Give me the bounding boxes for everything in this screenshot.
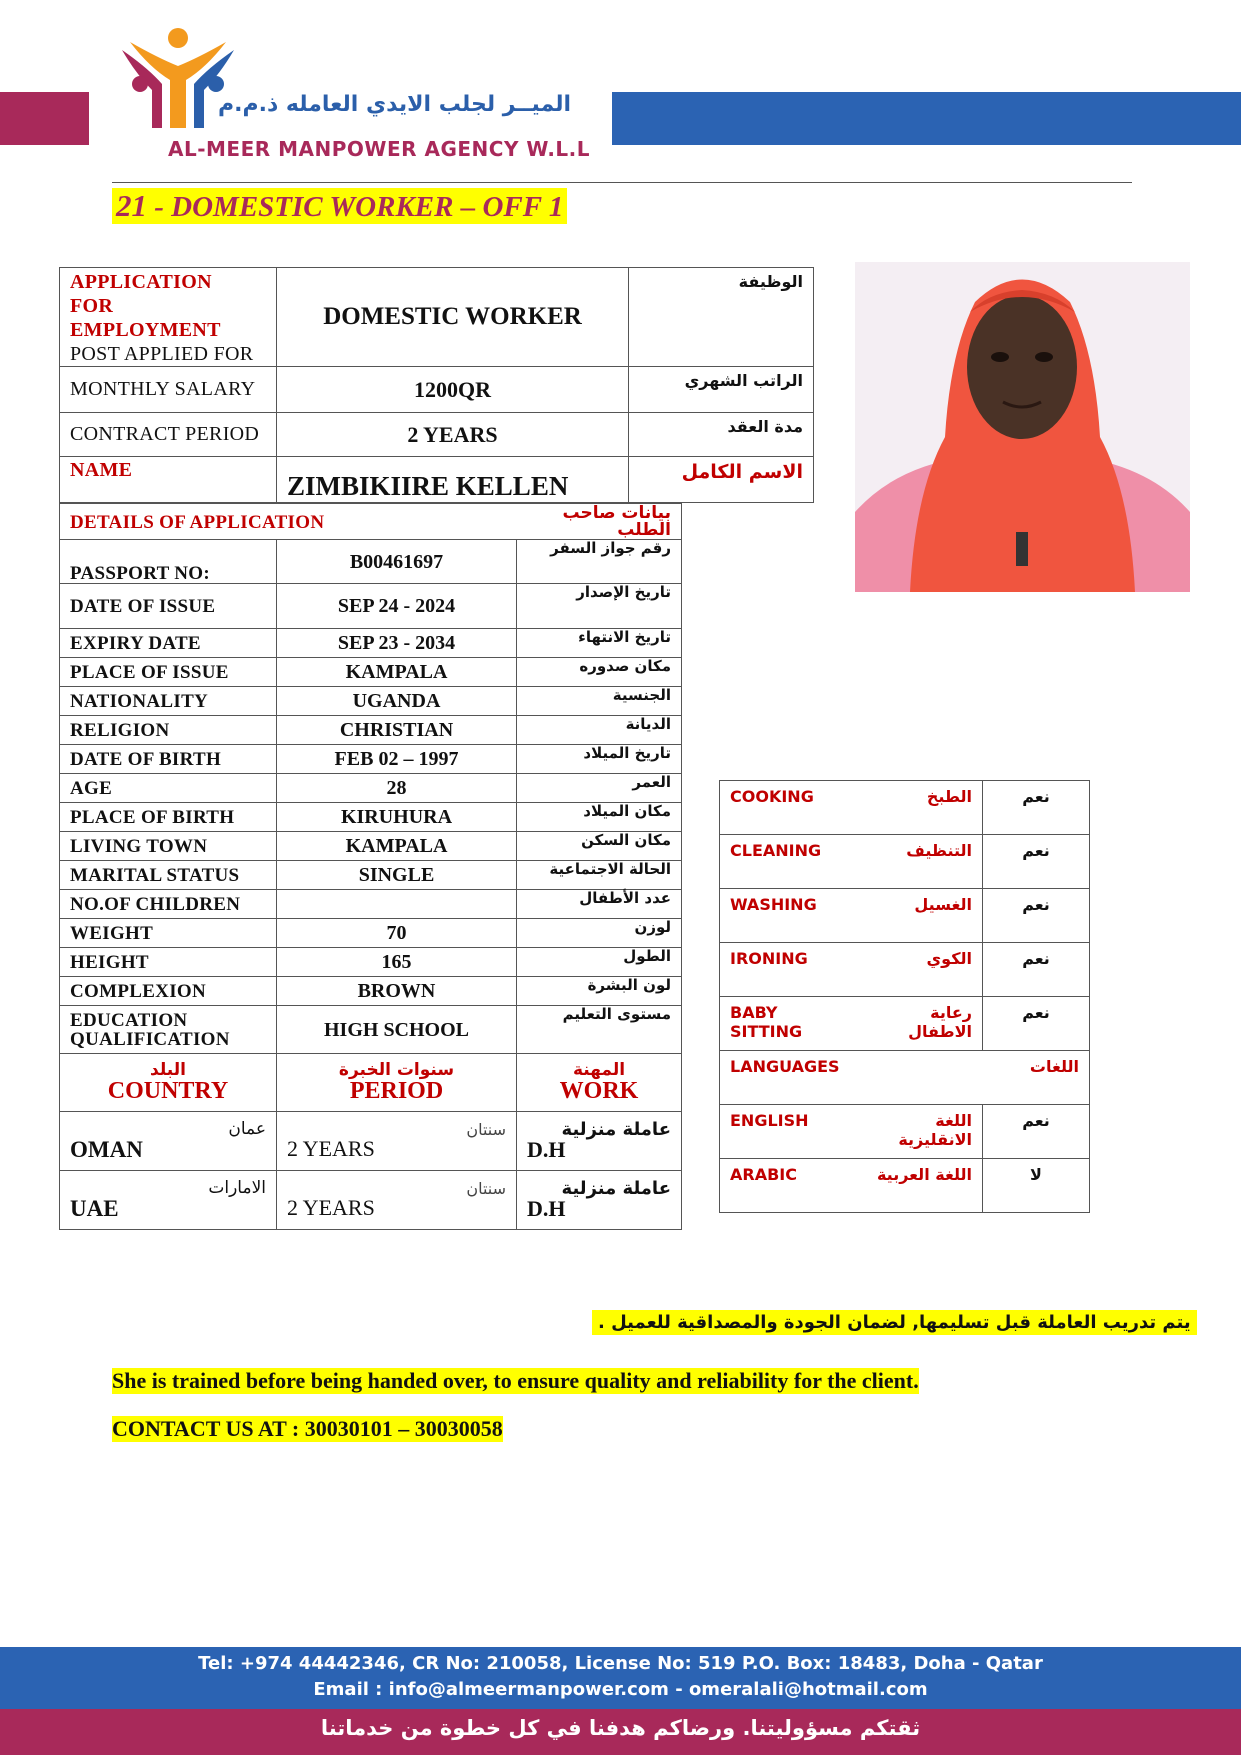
experience-country [60,1171,277,1230]
agency-name-english: AL-MEER MANPOWER AGENCY W.L.L [168,137,591,161]
experience-row [60,1171,682,1230]
detail-label: EXPIRY DATE [60,629,277,658]
skills-table [719,780,1090,1213]
detail-arabic: الديانة [517,716,682,745]
post-arabic: الوظيفة [629,268,814,367]
detail-arabic: الحالة الاجتماعية [517,861,682,890]
detail-label: NATIONALITY [60,687,277,716]
experience-work [517,1171,682,1230]
detail-label: HEIGHT [60,948,277,977]
detail-arabic: العمر [517,774,682,803]
languages-header-arabic: اللغات [983,1051,1090,1105]
contact-info: CONTACT US AT : 30030101 – 30030058 [112,1416,503,1441]
detail-label: RELIGION [60,716,277,745]
language-name: ENGLISH [720,1105,853,1159]
period-ar: سنتان [466,1120,506,1139]
contract-label: CONTRACT PERIOD [60,413,277,457]
period-header-ar: سنوات الخبرة [338,1060,455,1080]
country-ar: عمان [228,1119,266,1139]
footer-slogan: ثقتكم مسؤوليتنا. ورضاكم هدفنا في كل خطوة من خدماتنا [320,1716,921,1740]
detail-value: KIRUHURA [277,803,517,832]
document-title [112,188,567,224]
work-header-ar: المهنة [572,1060,626,1080]
skill-answer: نعم [983,889,1090,943]
title-text: - DOMESTIC WORKER – OFF 1 [154,191,564,223]
post-label: POST APPLIED FOR [70,343,254,365]
detail-arabic: تاريخ الانتهاء [517,629,682,658]
detail-label: DATE OF ISSUE [60,584,277,629]
footer-address: Tel: +974 44442346, CR No: 210058, License No: 519 P.O. Box: 18483, Doha - Qatar [198,1653,1043,1674]
details-header-en: DETAILS OF APPLICATION [60,504,517,540]
detail-arabic: مكان السكن [517,832,682,861]
skill-name: IRONING [720,943,853,997]
agency-logo-icon [118,28,238,138]
skill-name: CLEANING [720,835,853,889]
work-ar: عاملة منزلية [561,1119,671,1140]
detail-value: KAMPALA [277,658,517,687]
skill-row [720,781,1090,835]
detail-arabic: تاريخ الميلاد [517,745,682,774]
detail-value: SEP 24 - 2024 [277,584,517,629]
detail-arabic: مستوى التعليم [517,1006,682,1054]
skill-name-arabic: الطبخ [852,781,983,835]
contract-arabic: مدة العقد [629,413,814,457]
detail-label: MARITAL STATUS [60,861,277,890]
detail-value: KAMPALA [277,832,517,861]
header-divider [112,182,1132,183]
detail-arabic: لوزن [517,919,682,948]
language-row [720,1105,1090,1159]
contract-value: 2 YEARS [277,413,629,457]
detail-value: 70 [277,919,517,948]
training-note-arabic: يتم تدريب العاملة قبل تسليمها, لضمان الجودة والمصداقية للعميل . [592,1310,1197,1335]
languages-header-row [720,1051,1090,1105]
skill-name-arabic: التنظيف [852,835,983,889]
details-table [59,503,682,1230]
agency-name-arabic: الميــر لجلب الايدي العامله ذ.م.م [218,92,572,117]
name-label: NAME [60,457,277,503]
post-label-cell [60,268,277,367]
detail-value: HIGH SCHOOL [277,1006,517,1054]
skill-name: WASHING [720,889,853,943]
work-ar: عاملة منزلية [561,1178,671,1199]
experience-work-header [517,1054,682,1112]
detail-value: UGANDA [277,687,517,716]
detail-label: PLACE OF ISSUE [60,658,277,687]
detail-value: SINGLE [277,861,517,890]
language-row [720,1159,1090,1213]
detail-label: PLACE OF BIRTH [60,803,277,832]
salary-value: 1200QR [277,367,629,413]
experience-period-header [277,1054,517,1112]
application-label: APPLICATION FOR EMPLOYMENT [70,271,221,341]
detail-value: 165 [277,948,517,977]
detail-arabic: لون البشرة [517,977,682,1006]
detail-arabic: عدد الأطفال [517,890,682,919]
experience-work [517,1112,682,1171]
detail-value [277,890,517,919]
skill-row [720,943,1090,997]
experience-period [277,1171,517,1230]
post-value: DOMESTIC WORKER [277,268,629,367]
detail-arabic: تاريخ الإصدار [517,584,682,629]
salary-label: MONTHLY SALARY [60,367,277,413]
header-accent-bar-left [0,92,89,145]
skill-row [720,835,1090,889]
detail-label: COMPLEXION [60,977,277,1006]
salary-arabic: الراتب الشهري [629,367,814,413]
detail-label: AGE [60,774,277,803]
country-en: OMAN [70,1137,143,1162]
skill-name: BABY SITTING [720,997,853,1051]
name-value: ZIMBIKIIRE KELLEN [277,457,629,503]
country-header-en: COUNTRY [107,1078,229,1104]
period-ar: سنتان [466,1179,506,1198]
detail-value: FEB 02 – 1997 [277,745,517,774]
detail-label: DATE OF BIRTH [60,745,277,774]
skill-answer: نعم [983,997,1090,1051]
detail-arabic: مكان صدوره [517,658,682,687]
country-en: UAE [70,1196,119,1221]
work-header-en: WORK [559,1078,639,1104]
detail-arabic: مكان الميلاد [517,803,682,832]
country-ar: الامارات [208,1178,266,1198]
experience-period [277,1112,517,1171]
language-name-arabic: اللغة العربية [852,1159,983,1213]
detail-arabic: رقم جواز السفر [517,540,682,584]
skill-name-arabic: الغسيل [852,889,983,943]
language-name-arabic: اللغة الانقليزية [852,1105,983,1159]
skill-answer: نعم [983,781,1090,835]
period-header-en: PERIOD [349,1078,444,1104]
detail-label: PASSPORT NO: [60,540,277,584]
experience-country [60,1112,277,1171]
skill-name-arabic: رعاية الاطفال [852,997,983,1051]
detail-value: B00461697 [277,540,517,584]
detail-arabic: الجنسية [517,687,682,716]
skill-name: COOKING [720,781,853,835]
language-answer: لا [983,1159,1090,1213]
period-en: 2 YEARS [287,1195,375,1220]
skill-row [720,997,1090,1051]
detail-label: WEIGHT [60,919,277,948]
experience-row [60,1112,682,1171]
detail-label: EDUCATION QUALIFICATION [60,1006,277,1054]
detail-value: SEP 23 - 2034 [277,629,517,658]
training-note-english: She is trained before being handed over, to ensure quality and reliability for the client. [112,1368,919,1393]
language-answer: نعم [983,1105,1090,1159]
languages-header: LANGUAGES [720,1051,983,1105]
header-accent-bar-right [612,92,1241,145]
detail-value: CHRISTIAN [277,716,517,745]
skill-name-arabic: الكوي [852,943,983,997]
work-en: D.H [527,1137,566,1162]
application-table [59,267,814,503]
detail-value: BROWN [277,977,517,1006]
details-header-ar: بيانات صاحب الطلب [517,504,682,540]
detail-value: 28 [277,774,517,803]
detail-label: LIVING TOWN [60,832,277,861]
footer-email: Email : info@almeermanpower.com - omeralali@hotmail.com [313,1679,928,1700]
period-en: 2 YEARS [287,1136,375,1161]
skill-answer: نعم [983,943,1090,997]
detail-arabic: الطول [517,948,682,977]
skill-row [720,889,1090,943]
applicant-photo [855,262,1190,592]
title-number: 21 [116,188,147,223]
experience-country-header [60,1054,277,1112]
skill-answer: نعم [983,835,1090,889]
detail-label: NO.OF CHILDREN [60,890,277,919]
work-en: D.H [527,1196,566,1221]
country-header-ar: البلد [150,1060,186,1080]
language-name: ARABIC [720,1159,853,1213]
name-arabic: الاسم الكامل [629,457,814,503]
